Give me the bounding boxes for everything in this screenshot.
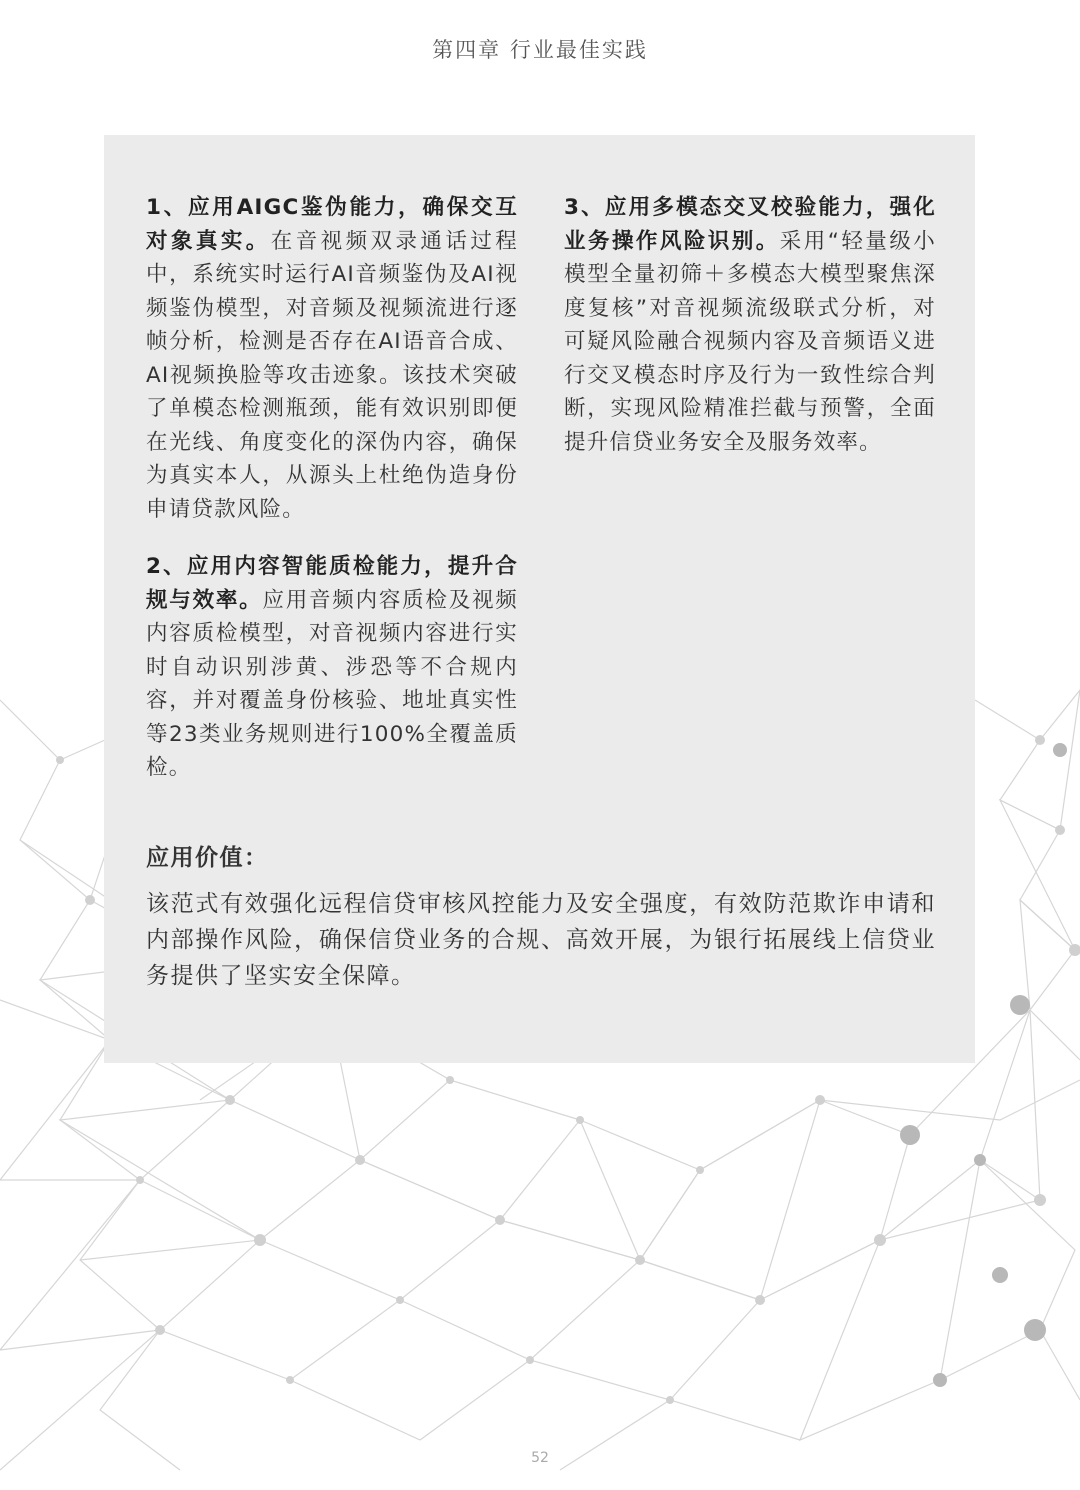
item-2-title: 2、应用内容智能质检能力，提升合规与效率。: [146, 554, 518, 613]
page-number: 52: [531, 1450, 549, 1466]
item-1-body: 在音视频双录通话过程中，系统实时运行AI音频鉴伪及AI视频鉴伪模型，对音频及视频流进行逐帧分析，检测是否存在AI语音合成、AI视频换脸等攻击迹象。该技术突破了单模态检测瓶颈，能有效识别即便在光线、角度变化的深伪内容，确保为真实本人，从源头上杜绝伪造身份申请贷款风险。: [146, 228, 518, 522]
item-3-title: 3、应用多模态交叉校验能力，强化业务操作风险识别。: [564, 195, 936, 254]
item-3-body: 采用“轻量级小模型全量初筛＋多模态大模型聚焦深度复核”对音视频流级联式分析，对可疑风险融合视频内容及音频语义进行交叉模态时序及行为一致性综合判断，实现风险精准拦截与预警，全面提升信贷业务安全及服务效率。: [564, 228, 936, 455]
value-title: 应用价值：: [146, 845, 269, 871]
item-2-body: 应用音频内容质检及视频内容质检模型，对音视频内容进行实时自动识别涉黄、涉恐等不合规内容，并对覆盖身份核验、地址真实性等23类业务规则进行100%全覆盖质检。: [146, 587, 518, 780]
application-value: [146, 840, 936, 994]
chapter-header: 第四章 行业最佳实践: [432, 38, 648, 62]
item-2: [146, 550, 518, 785]
left-column: [146, 191, 518, 809]
item-1-title: 1、应用AIGC鉴伪能力，确保交互对象真实。: [146, 195, 518, 254]
item-3: [564, 191, 936, 459]
item-1: [146, 191, 518, 526]
content-panel: [104, 135, 975, 1063]
right-column: [564, 191, 936, 483]
value-body: 该范式有效强化远程信贷审核风控能力及安全强度，有效防范欺诈申请和内部操作风险，确保信贷业务的合规、高效开展，为银行拓展线上信贷业务提供了坚实安全保障。: [146, 891, 936, 989]
